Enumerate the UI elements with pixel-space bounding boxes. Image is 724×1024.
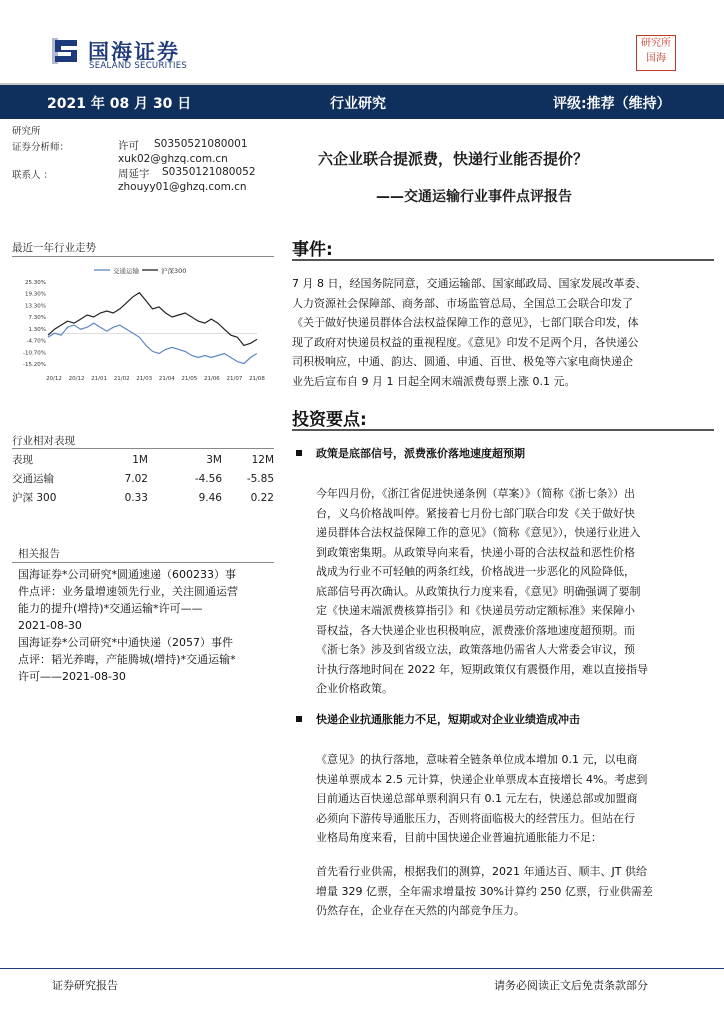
table-header-cell: 3M (206, 453, 222, 466)
event-paragraph (292, 274, 722, 391)
point3-paragraph (316, 862, 692, 921)
text-line: 必须向下游传导通胀压力，否则将面临极大的经营压力。但站在行 (316, 811, 635, 825)
x-tick-label: 21/05 (181, 376, 198, 382)
y-tick-label: -10.70% (23, 350, 46, 357)
text-line: 到政策密集期。从政策导向来看，快递小哥的合法权益和恶性价格 (316, 545, 635, 559)
text-line: 战成为行业不可轻触的两条红线，价格战进一步恶化的风险降低， (316, 565, 635, 578)
text-line: 首先看行业供需，根据我们的测算，2021 年通达百、顺丰、JT 供给 (316, 865, 647, 878)
related-report-line[interactable]: 国海证券*公司研究*中通快递（2057）事件 (18, 636, 233, 649)
related-report-line[interactable]: 国海证券*公司研究*圆通速递（600233）事 (18, 568, 236, 581)
table-cell: -4.56 (194, 472, 222, 485)
text-line: 递员群体合法权益保障工作的意见》（简称《意见》），快递行业进入 (316, 526, 641, 539)
table-header-cell: 表现 (12, 454, 33, 466)
table-header-cell: 1M (132, 453, 148, 466)
divider (12, 448, 274, 449)
text-line: 仍然存在，企业存在天然的内部竞争压力。 (316, 904, 525, 917)
chart-legend (94, 266, 186, 275)
divider (292, 429, 714, 431)
x-tick-label: 21/02 (113, 376, 130, 382)
related-reports (18, 566, 280, 685)
text-line: 司积极响应，中通、韵达、圆通、申通、百世、极兔等六家电商快递企 (292, 355, 633, 368)
y-tick-label: 19.30% (25, 291, 46, 298)
report-category: 行业研究 (330, 96, 386, 112)
text-line: 台，义乌价格战叫停。紧接着七月份七部门联合印发《关于做好快 (316, 506, 635, 520)
text-line: 企业价格政策。 (316, 682, 393, 695)
x-tick-label: 21/07 (226, 376, 243, 382)
department-label: 研究所 (12, 126, 41, 137)
point2-paragraph (316, 750, 692, 848)
contact-email[interactable]: zhouyy01@ghzq.com.cn (118, 181, 247, 193)
y-tick-label: 25.30% (25, 280, 46, 286)
analyst-email[interactable]: xuk02@ghzq.com.cn (118, 153, 228, 165)
table-cell: 0.33 (124, 491, 148, 504)
analyst-name: 许可 (118, 140, 139, 152)
text-line: 业格局角度来看，目前中国快递企业普遍抗通胀能力不足： (316, 831, 602, 844)
footer-divider (0, 968, 724, 969)
x-tick-label: 21/08 (249, 376, 265, 382)
bullet-icon (296, 450, 302, 456)
text-line: 快递单票成本 2.5 元计算，快递企业单票成本直接增长 4%。考虑到 (316, 772, 648, 786)
bullet-icon (296, 716, 302, 722)
text-line: 底部信号再次确认。从政策执行力度来看，《意见》明确强调了要制 (316, 584, 641, 598)
performance-heading: 行业相对表现 (12, 435, 75, 447)
invest-heading: 投资要点: (292, 410, 367, 430)
table-cell: 0.22 (250, 491, 274, 504)
text-line: 现了政府对快递员权益的重视程度。《意见》印发不足两个月，各快递公 (292, 335, 639, 349)
table-cell: 沪深 300 (12, 492, 57, 504)
text-line: 业先后宣布自 9 月 1 日起全网末端派费每票上涨 0.1 元。 (292, 374, 576, 388)
table-cell: -5.85 (246, 472, 274, 485)
legend-label: 交通运输 (113, 267, 139, 275)
x-tick-label: 21/01 (91, 376, 108, 382)
point2-heading: 快递企业抗通胀能力不足，短期或对企业业绩造成冲击 (296, 711, 580, 727)
divider (292, 259, 714, 261)
related-heading: 相关报告 (18, 548, 60, 560)
series-line-交通运输 (48, 323, 257, 364)
text-line: 哥权益，各大快递企业也积极响应，派费涨价落地速度超预期。而 (316, 623, 635, 637)
text-line: 7 月 8 日，经国务院同意，交通运输部、国家邮政局、国家发展改革委、 (292, 277, 647, 290)
report-subtitle: ——交通运输行业事件点评报告 (376, 189, 572, 205)
company-logo-english: SEALAND SECURITIES (89, 61, 188, 71)
analyst-cert: S0350521080001 (154, 138, 248, 150)
text-line: 定《快递末端派费核算指引》和《快递员劳动定额标准》来保障小 (316, 604, 635, 617)
legend-label: 沪深300 (161, 267, 187, 275)
y-tick-label: 13.30% (25, 303, 46, 310)
table-header-row (12, 450, 274, 469)
table-row (12, 488, 274, 507)
divider (12, 256, 274, 257)
table-header-cell: 12M (251, 453, 274, 466)
event-heading: 事件: (292, 240, 333, 260)
table-row (12, 469, 274, 488)
company-logo-text: 国海证券 (88, 40, 180, 64)
x-tick-label: 21/03 (136, 376, 153, 382)
contact-cert: S0350121080052 (162, 166, 256, 178)
research-seal-icon: 研究所 国海 (636, 35, 676, 71)
divider (12, 562, 274, 563)
related-report-line[interactable]: 2021-08-30 (18, 619, 82, 632)
header-banner (0, 83, 724, 119)
related-report-line[interactable]: 能力的提升(增持)*交通运输*许可—— (18, 602, 203, 615)
text-line: 今年四月份，《浙江省促进快递条例（草案）》（简称《浙七条》）出 (316, 487, 635, 500)
related-report-line[interactable]: 件点评：业务量增速领先行业，关注圆通运营 (18, 585, 238, 598)
text-line: 人力资源社会保障部、商务部、市场监管总局、全国总工会联合印发了 (292, 296, 633, 310)
contact-name: 周延宇 (118, 168, 150, 180)
x-tick-label: 20/12 (68, 376, 85, 382)
text-line: 增量 329 亿票，全年需求增量按 30%计算约 250 亿票，行业供需差 (316, 884, 653, 898)
table-cell: 7.02 (124, 472, 148, 485)
series-line-沪深300 (48, 293, 257, 346)
text-line: 《意见》的执行落地，意味着全链条单位成本增加 0.1 元，以电商 (316, 753, 638, 766)
performance-table (12, 450, 274, 507)
text-line: 《浙七条》涉及到省级立法，政策落地仍需省人大常委会审议，预 (316, 643, 635, 656)
x-tick-label: 21/04 (158, 376, 175, 382)
logo-mark-icon (52, 36, 80, 66)
y-tick-label: 1.30% (28, 326, 46, 333)
related-report-line[interactable]: 点评：韬光养晦，产能腾城(增持)*交通运输* (18, 653, 236, 666)
table-cell: 交通运输 (12, 473, 54, 485)
report-title: 六企业联合提派费，快递行业能否提价？ (318, 150, 589, 168)
point1-paragraph (316, 484, 692, 699)
contact-label: 联系人 ： (12, 170, 54, 181)
text-line: 《关于做好快递员群体合法权益保障工作的意见》，七部门联合印发，体 (292, 316, 639, 329)
trend-heading: 最近一年行业走势 (12, 242, 96, 254)
trend-chart (12, 260, 274, 386)
text-line: 目前通达百快递总部单票利润只有 0.1 元左右，快递总部或加盟商 (316, 792, 638, 805)
x-tick-label: 21/06 (203, 376, 220, 382)
text-line: 计执行落地时间在 2022 年，短期政策仅有震慑作用，难以直接指导 (316, 662, 648, 676)
report-rating: 评级:推荐（维持） (553, 96, 671, 112)
chart-axis (23, 280, 265, 382)
point1-heading: 政策是底部信号，派费涨价落地速度超预期 (296, 445, 525, 461)
footer-disclaimer[interactable]: 请务必阅读正文后免责条款部分 (494, 979, 648, 992)
y-tick-label: 7.30% (28, 315, 46, 322)
x-tick-label: 20/12 (46, 376, 62, 382)
y-tick-label: -15.20% (23, 362, 46, 368)
y-tick-label: -4.70% (26, 338, 46, 345)
related-report-line[interactable]: 许可——2021-08-30 (18, 670, 126, 683)
footer-left: 证券研究报告 (52, 979, 118, 992)
table-cell: 9.46 (198, 491, 222, 504)
report-date: 2021 年 08 月 30 日 (47, 96, 192, 112)
analyst-label: 证券分析师： (12, 142, 70, 153)
chart-lines (48, 293, 257, 364)
